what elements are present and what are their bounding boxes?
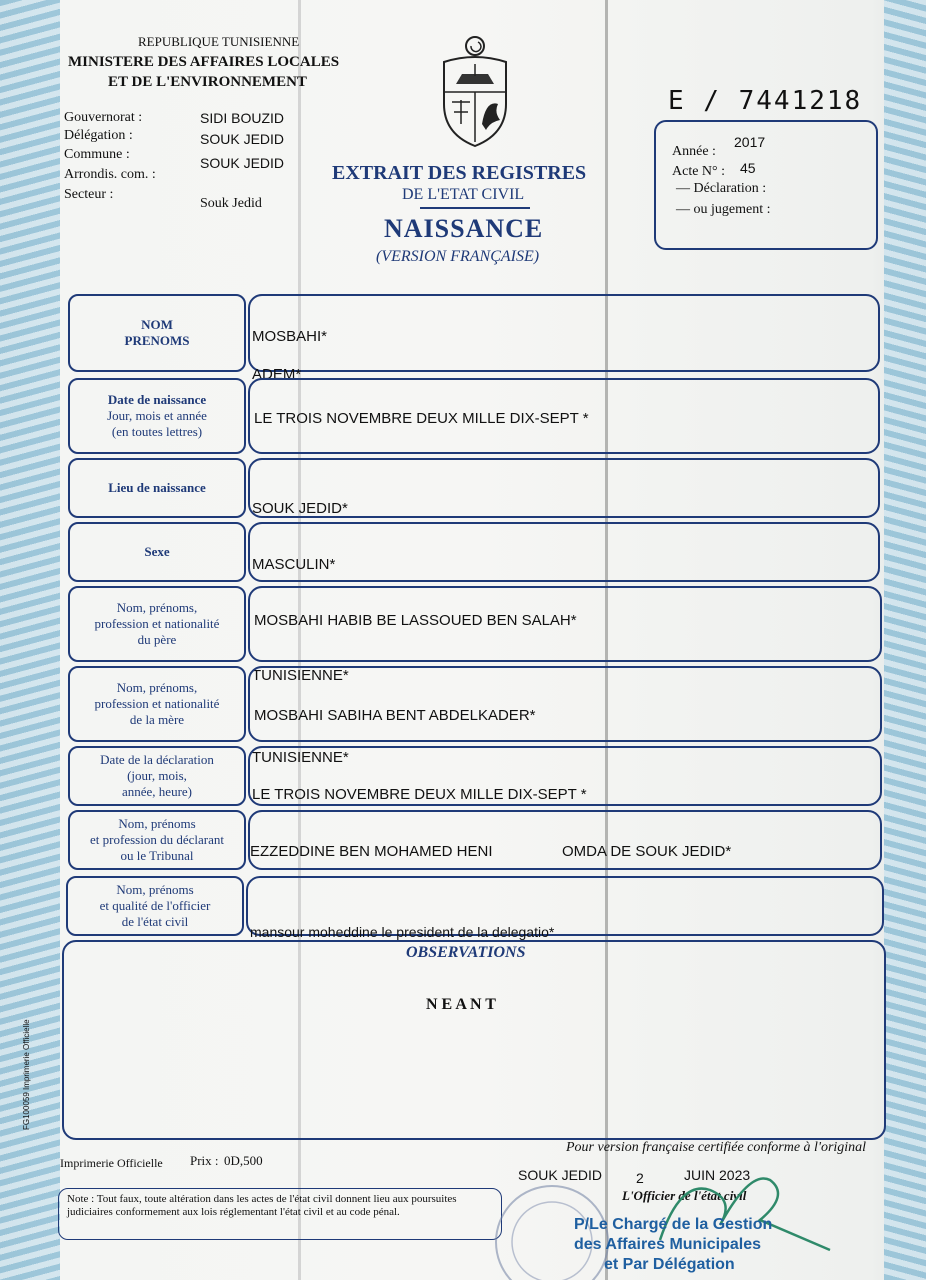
acte-number-label: Acte N° : bbox=[672, 164, 726, 179]
prenoms-label: PRENOMS bbox=[124, 333, 190, 348]
pere-nationality: TUNISIENNE* bbox=[252, 667, 349, 684]
delegation-value: SOUK JEDID bbox=[200, 131, 285, 147]
officier-label: et qualité de l'officier bbox=[99, 897, 211, 913]
nom-value-box bbox=[248, 294, 880, 372]
month-year-value: JUIN 2023 bbox=[684, 1167, 751, 1183]
ministry-line-2: ET DE L'ENVIRONNEMENT bbox=[108, 74, 307, 90]
lieu-label-box bbox=[68, 458, 246, 518]
declarant-label: Nom, prénoms bbox=[118, 815, 196, 831]
pere-label: du père bbox=[137, 632, 177, 648]
title-line-4: (VERSION FRANÇAISE) bbox=[376, 248, 540, 265]
commune-label: Commune : bbox=[64, 147, 130, 162]
declaration-date-label: (jour, mois, bbox=[127, 767, 187, 783]
pere-value: MOSBAHI HABIB BE LASSOUED BEN SALAH* bbox=[254, 612, 577, 629]
nom-label: NOM bbox=[141, 316, 173, 332]
date-naissance-label-box bbox=[68, 378, 246, 454]
observations-box bbox=[62, 940, 886, 1140]
declaration-label: — Déclaration : bbox=[676, 181, 767, 196]
observations-value: N E A N T bbox=[426, 996, 496, 1013]
republic-label: REPUBLIQUE TUNISIENNE bbox=[138, 34, 300, 49]
gouvernorat-label: Gouvernorat : bbox=[64, 110, 143, 125]
annee-value: 2017 bbox=[734, 134, 766, 150]
side-print-code: FG100059 Imprimerie Officielle bbox=[22, 1019, 31, 1130]
delegation-label: Délégation : bbox=[64, 128, 133, 143]
lieu-label: Lieu de naissance bbox=[108, 479, 206, 495]
declarant-quality: OMDA DE SOUK JEDID* bbox=[562, 843, 732, 860]
declaration-date-value: LE TROIS NOVEMBRE DEUX MILLE DIX-SEPT * bbox=[252, 786, 587, 803]
pere-label: Nom, prénoms, bbox=[116, 599, 198, 615]
date-naissance-sublabel: Jour, mois et année bbox=[107, 407, 207, 423]
signature-line-1: P/Le Chargé de la Gestion bbox=[574, 1216, 773, 1233]
sexe-value-box bbox=[248, 522, 880, 582]
certified-note: Pour version française certifiée conforme à l'original bbox=[566, 1140, 867, 1155]
pere-label: profession et nationalité bbox=[94, 615, 220, 631]
officier-label: de l'état civil bbox=[121, 914, 189, 930]
declarant-label: ou le Tribunal bbox=[120, 848, 194, 864]
secteur-value: Souk Jedid bbox=[200, 196, 262, 211]
prix-label: Prix : bbox=[190, 1153, 219, 1168]
gouvernorat-value: SIDI BOUZID bbox=[200, 110, 285, 126]
declarant-label-box bbox=[68, 810, 246, 870]
signature-line-3: et Par Délégation bbox=[604, 1256, 735, 1273]
date-naissance-value: LE TROIS NOVEMBRE DEUX MILLE DIX-SEPT * bbox=[254, 410, 589, 427]
nom-label-box bbox=[68, 294, 246, 372]
title-line-2: DE L'ETAT CIVIL bbox=[402, 186, 525, 203]
ministry-line-1: MINISTERE DES AFFAIRES LOCALES bbox=[68, 54, 340, 70]
arrondissement-label: Arrondis. com. : bbox=[64, 167, 156, 182]
place-value: SOUK JEDID bbox=[518, 1167, 603, 1183]
mere-label: profession et nationalité bbox=[94, 695, 220, 711]
mere-label: Nom, prénoms, bbox=[116, 679, 198, 695]
date-naissance-label: Date de naissance bbox=[107, 391, 207, 407]
mere-label-box bbox=[68, 666, 246, 742]
legal-note-text: Note : Tout faux, toute altération dans les actes de l'état civil donnent lieu aux poursuites judiciaires conformement aux lois réglementant l'état civil et au code pénal. bbox=[67, 1193, 457, 1219]
declarant-label: et profession du déclarant bbox=[90, 831, 224, 847]
declaration-date-label: Date de la déclaration bbox=[100, 751, 214, 767]
jugement-label: — ou jugement : bbox=[676, 202, 771, 217]
imprimerie-label: Imprimerie Officielle bbox=[60, 1156, 163, 1170]
lieu-value: SOUK JEDID* bbox=[252, 500, 348, 517]
date-naissance-sublabel: (en toutes lettres) bbox=[111, 424, 203, 440]
officer-title: L'Officier de l'état civil bbox=[622, 1188, 747, 1203]
coat-of-arms-icon bbox=[436, 34, 514, 152]
title-line-3: NAISSANCE bbox=[384, 214, 544, 243]
nom-value: MOSBAHI* bbox=[252, 328, 328, 345]
acte-number-value: 45 bbox=[740, 160, 756, 176]
declarant-value: EZZEDDINE BEN MOHAMED HENI bbox=[250, 843, 493, 860]
declarant-value-box bbox=[248, 810, 882, 870]
declaration-date-label: année, heure) bbox=[121, 784, 192, 800]
pere-label-box bbox=[68, 586, 246, 662]
observations-label: OBSERVATIONS bbox=[406, 944, 526, 961]
right-guilloche-border bbox=[884, 0, 926, 1280]
signature-line-2: des Affaires Municipales bbox=[574, 1236, 762, 1253]
title-divider bbox=[420, 207, 530, 209]
mere-value: MOSBAHI SABIHA BENT ABDELKADER* bbox=[254, 707, 536, 724]
officier-label-box bbox=[66, 876, 244, 936]
mere-value-box bbox=[248, 666, 882, 742]
mere-label: de la mère bbox=[129, 712, 185, 728]
commune-value: SOUK JEDID bbox=[200, 155, 285, 171]
secteur-label: Secteur : bbox=[64, 187, 114, 202]
sexe-label-box bbox=[68, 522, 246, 582]
prenom-value: ADEM* bbox=[252, 366, 302, 383]
mere-nationality: TUNISIENNE* bbox=[252, 749, 349, 766]
sexe-label: Sexe bbox=[144, 543, 170, 559]
officier-label: Nom, prénoms bbox=[116, 881, 194, 897]
sexe-value: MASCULIN* bbox=[252, 556, 336, 573]
day-value: 2 bbox=[636, 1170, 644, 1186]
officier-value: mansour moheddine le president de la delegatio* bbox=[250, 924, 555, 940]
prix-value: 0D,500 bbox=[224, 1153, 263, 1168]
declaration-date-label-box bbox=[68, 746, 246, 806]
annee-label: Année : bbox=[672, 144, 716, 159]
title-line-1: EXTRAIT DES REGISTRES bbox=[332, 162, 587, 184]
legal-note-box bbox=[58, 1188, 502, 1240]
serial-number: E / 7441218 bbox=[668, 86, 863, 116]
